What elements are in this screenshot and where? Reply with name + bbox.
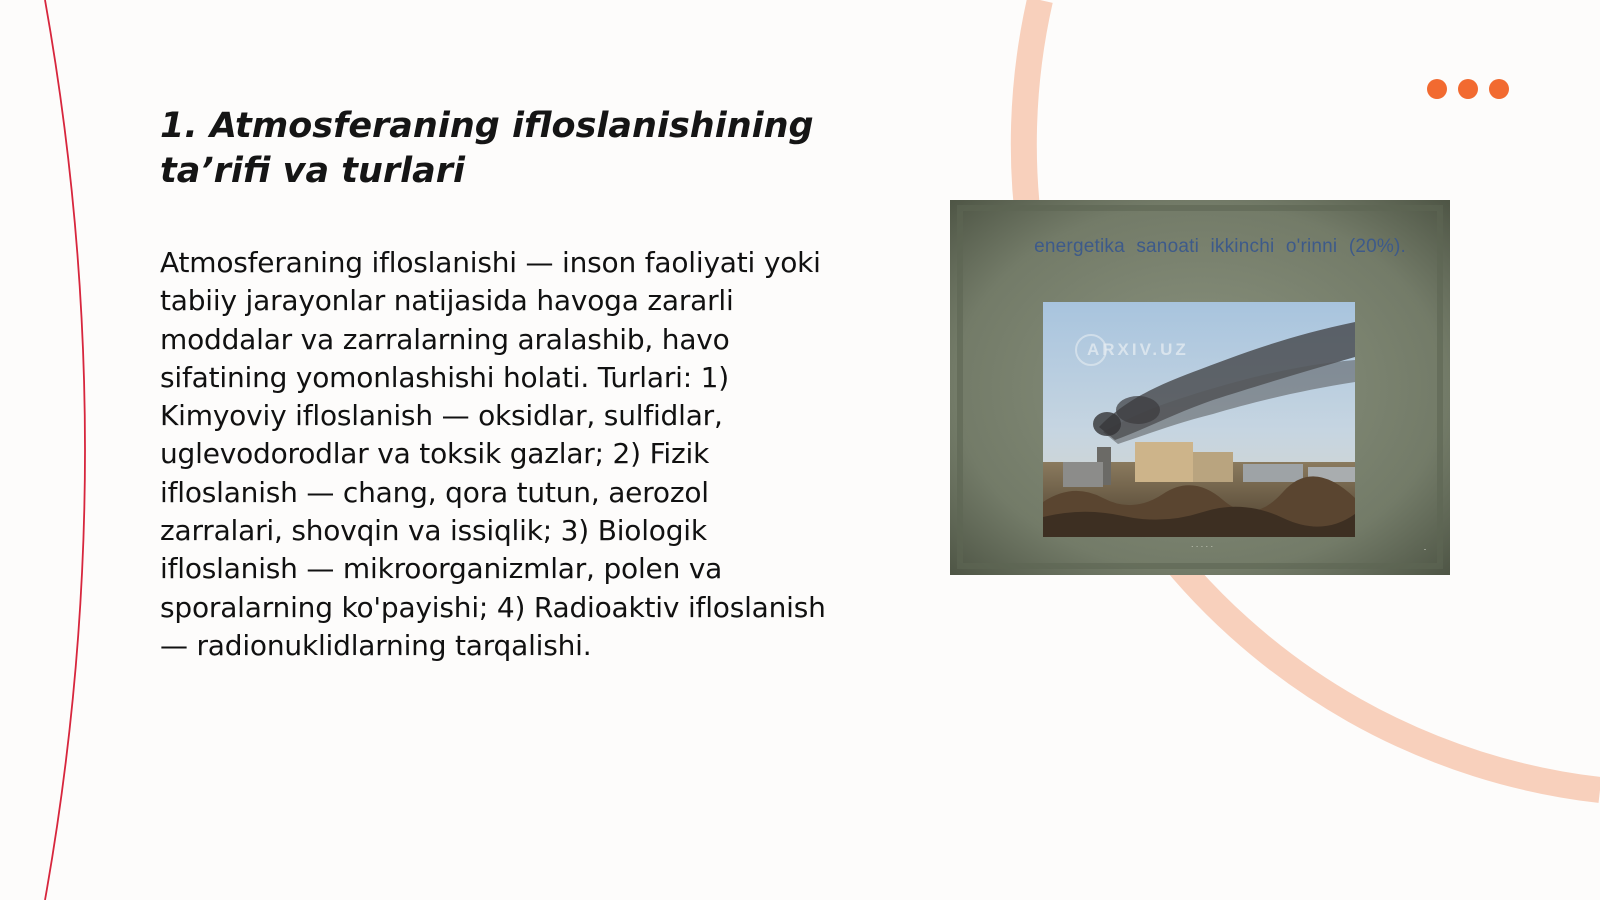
svg-text:·: ·	[1423, 544, 1427, 554]
embedded-slide-image	[950, 200, 1450, 575]
svg-text:· · · · ·: · · · · ·	[1190, 542, 1214, 551]
menu-dots-icon	[1427, 79, 1509, 99]
smoke-photo	[1043, 302, 1355, 537]
slide-title	[160, 104, 860, 194]
slide-body-text: Atmosferaning ifloslanishi — inson faoliyati yoki tabiiy jarayonlar natijasida havoga zararli moddalar va zarralarning aralashib, havo sifatining yomonlashishi holati. Turlari: 1) Kimyoviy ifloslanish — oksidlar, sulfidlar, uglevodorodlar va toksik gazlar; 2) Fizik ifloslanish — chang, qora tutun, aerozol zarralari, shovqin va issiqlik; 3) Biologik ifloslanish — mikroorganizmlar, polen va sporalarning ko'payishi; 4) Radioaktiv ifloslanish — radionuklidlarning tarqalishi.	[160, 246, 826, 662]
slide-title-line1: 1. Atmosferaning ifloslanishining	[160, 106, 814, 146]
slide-title-line2: ta’rifi va turlari	[160, 151, 466, 191]
dot-icon	[1458, 79, 1478, 99]
dot-icon	[1489, 79, 1509, 99]
left-edge-line	[45, 0, 85, 900]
dot-icon	[1427, 79, 1447, 99]
embedded-slide-caption: energetika sanoati ikkinchi o'rinni (20%).	[1034, 236, 1406, 257]
image-watermark: ARXIV.UZ	[1087, 340, 1189, 359]
